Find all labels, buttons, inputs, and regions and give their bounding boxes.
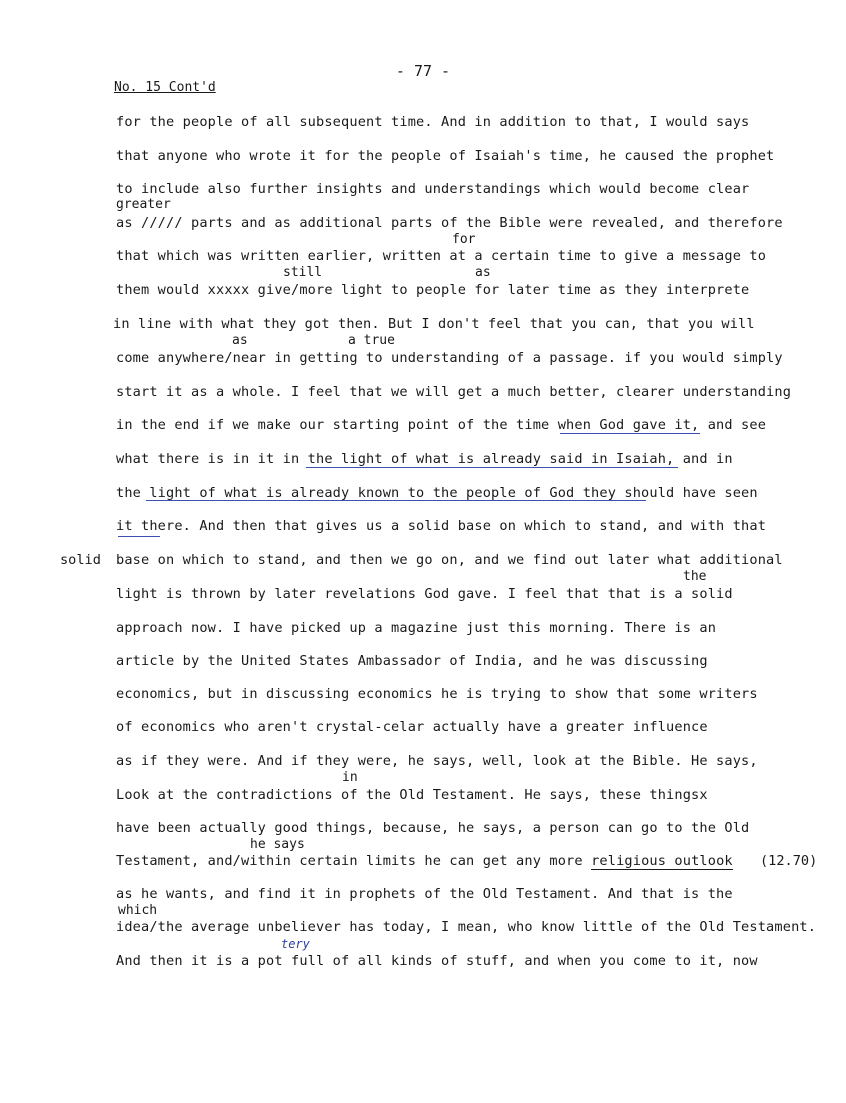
text-line-3: to include also further insights and understandings which would become clear [116, 181, 750, 197]
text-line-26: And then it is a pot full of all kinds of stuff, and when you come to it, now [116, 953, 758, 969]
text-line-21: Look at the contradictions of the Old Testament. He says, these thingsx [116, 787, 708, 803]
insert-still: still [283, 265, 323, 280]
text-line-17: article by the United States Ambassador of India, and he was discussing [116, 653, 708, 669]
insert-in: in [342, 770, 358, 785]
handwritten-underline-1 [560, 433, 700, 434]
insert-as: as [475, 265, 491, 280]
handwritten-insert-tery: tery [281, 937, 310, 951]
text-line-11: what there is in it in the light of what is already said in Isaiah, and in [116, 451, 733, 467]
text-line-25: idea/the average unbeliever has today, I mean, who know little of the Old Testament. [116, 919, 817, 935]
insert-for: for [452, 232, 476, 247]
text-line-1: for the people of all subsequent time. And in addition to that, I would says [116, 114, 750, 130]
text-line-23-start: Testament, and/within certain limits he can get any more [116, 853, 583, 869]
text-line-16: approach now. I have picked up a magazine just this morning. There is an [116, 620, 717, 636]
text-line-24: as he wants, and find it in prophets of the Old Testament. And that is the [116, 886, 733, 902]
text-line-23 [116, 853, 733, 870]
timestamp-note: (12.70) [760, 853, 818, 869]
text-line-22: have been actually good things, because, he says, a person can go to the Old [116, 820, 750, 836]
text-line-5: that which was written earlier, written at a certain time to give a message to [116, 248, 767, 264]
margin-note-solid: solid [60, 552, 101, 568]
text-line-10: in the end if we make our starting point of the time when God gave it, and see [116, 417, 767, 433]
text-line-20: as if they were. And if they were, he says, well, look at the Bible. He says, [116, 753, 758, 769]
text-line-14: base on which to stand, and then we go on, and we find out later what additional [116, 552, 783, 568]
handwritten-underline-2 [306, 467, 678, 468]
text-line-8: come anywhere/near in getting to understanding of a passage. if you would simply [116, 350, 783, 366]
insert-as-2: as [232, 333, 248, 348]
text-line-12: the light of what is already known to the people of God they should have seen [116, 485, 758, 501]
text-line-18: economics, but in discussing economics he is trying to show that some writers [116, 686, 758, 702]
text-line-7: in line with what they got then. But I don't feel that you can, that you will [113, 316, 755, 332]
handwritten-underline-4 [118, 536, 160, 537]
text-line-6: them would xxxxx give/more light to people for later time as they interprete [116, 282, 750, 298]
religious-outlook-text: religious outlook [591, 853, 733, 869]
insert-greater: greater [116, 197, 171, 212]
text-line-2: that anyone who wrote it for the people of Isaiah's time, he caused the prophet [116, 148, 775, 164]
text-line-9: start it as a whole. I feel that we will get a much better, clearer understanding [116, 384, 792, 400]
religious-outlook-blank [591, 853, 733, 870]
handwritten-underline-3 [146, 500, 646, 501]
insert-the: the [683, 569, 707, 584]
page-number: - 77 - [395, 62, 451, 80]
text-line-15: light is thrown by later revelations God gave. I feel that that is a solid [116, 586, 733, 602]
section-heading: No. 15 Cont'd [114, 80, 216, 95]
text-line-13: it there. And then that gives us a solid base on which to stand, and with that [116, 518, 767, 534]
text-line-4: as ///// parts and as additional parts of the Bible were revealed, and therefore [116, 215, 783, 231]
insert-which: which [118, 903, 158, 918]
text-line-19: of economics who aren't crystal-celar actually have a greater influence [116, 719, 708, 735]
insert-he-says: he says [250, 837, 305, 852]
insert-a-true: a true [348, 333, 395, 348]
